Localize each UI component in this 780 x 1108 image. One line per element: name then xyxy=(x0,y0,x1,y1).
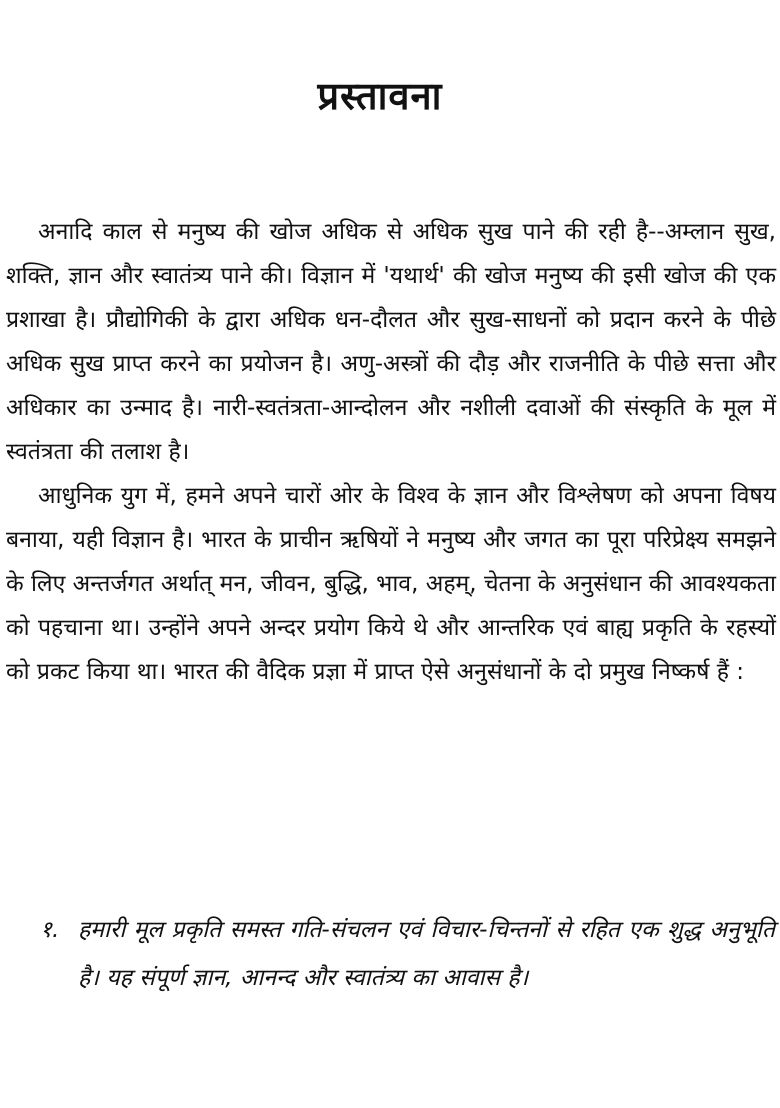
numbered-list xyxy=(40,906,775,1002)
list-item xyxy=(40,906,775,1002)
paragraph-2: आधुनिक युग में, हमने अपने चारों ओर के विश्व के ज्ञान और विश्लेषण को अपना विषय बनाया, यही विज्ञान है। भारत के प्राचीन ऋषियों ने मनुष्य और जगत का पूरा परिप्रेक्ष्य समझने के लिए अन्तर्जगत अर्थात् मन, जीवन, बुद्धि, भाव, अहम्, चेतना के अनुसंधान की आवश्यकता को पहचाना था। उन्होंने अपने अन्दर प्रयोग किये थे और आन्तरिक एवं बाह्य प्रकृति के रहस्यों को प्रकट किया था। भारत की वैदिक प्रज्ञा में प्राप्त ऐसे अनुसंधानों के दो प्रमुख निष्कर्ष हैं : xyxy=(6,483,776,685)
paragraph-1: अनादि काल से मनुष्य की खोज अधिक से अधिक सुख पाने की रही है--अम्लान सुख, शक्ति, ज्ञान और स्वातंत्र्य पाने की। विज्ञान में 'यथार्थ' की खोज मनुष्य की इसी खोज की एक प्रशाखा है। प्रौद्योगिकी के द्वारा अधिक धन-दौलत और सुख-साधनों को प्रदान करने के पीछे अधिक सुख प्राप्त करने का प्रयोजन है। अणु-अस्त्रों की दौड़ और राजनीति के पीछे सत्ता और अधिकार का उन्माद है। नारी-स्वतंत्रता-आन्दोलन और नशीली दवाओं की संस्कृति के मूल में स्वतंत्रता की तलाश है। xyxy=(6,219,776,465)
list-item-text: हमारी मूल प्रकृति समस्त गति-संचलन एवं विचार-चिन्तनों से रहित एक शुद्ध अनुभूति है। यह संपूर्ण ज्ञान, आनन्द और स्वातंत्र्य का आवास है। xyxy=(78,917,775,991)
page-title: प्रस्तावना xyxy=(317,74,443,118)
list-item-number: १. xyxy=(40,917,60,943)
body-text xyxy=(6,210,776,694)
